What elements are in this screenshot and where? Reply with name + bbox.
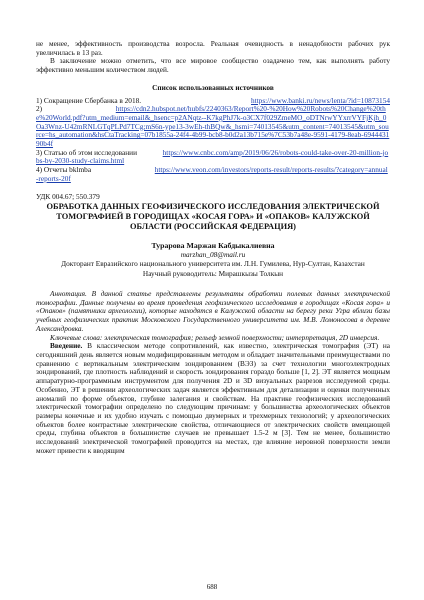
page-number: 688	[206, 583, 218, 591]
udc-code: УДК 004.67; 550.379	[36, 191, 100, 201]
supervisor: Научный руководитель: Мирашкызы Толкын	[142, 269, 284, 279]
author-email: marzhan_08@mail.ru	[180, 249, 246, 259]
reference-link-2[interactable]: https://cdn2.hubspot.net/hubfs/2240363/Report%20-%20How%20Robots%20Change%20the%20World.pdf?utm_medium=email&_hsenc=p2ANqtz--K7kgPhJ7k-o3CX7f029ZmeMO_oDTNrwYYxrrVYFjKjh_0Oa3Wnz-U42mRNLGTqPLPd7TCg;mS6n-ype13-3wEh-thBQw&_hsmi=74013545&utm_content=74013545&utm_source=hs_automation&hsCtaTracking=07b1855a-24f4-4b99-bcb8-b0d2a13b715e%7C53b7a48e-9591-4179-8eab-694443190b4f	[36, 104, 390, 149]
reference-text-1: 1) Сокращение Сбербанка в 2018.	[36, 95, 142, 105]
reference-link-4[interactable]: https://www.veon.com/investors/reports-result/reports-results/?category=annual-reports-20f	[36, 165, 388, 183]
article-title: ОБРАБОТКА ДАННЫХ ГЕОФИЗИЧЕСКОГО ИССЛЕДОВАНИЯ ЭЛЕКТРИЧЕСКОЙ ТОМОГРАФИЕЙ В ГОРОДИЩАХ «КОСАЯ ГОРА» И «ОПАКОВ» КАЛУЖСКОЙ ОБЛАСТИ (РОССИЙСКАЯ ФЕДЕРАЦИЯ)	[46, 202, 380, 232]
abstract-label: Аннотация.	[50, 289, 87, 299]
introduction-text: В классическом методе сопротивлений, как известно, электрическая томография (ЭТ) на сегодняшний день является новым модифицированным методом и обладает значительными преимуществами по сравнению с вертикальным электрическим зондированием (ВЭЗ) за счет технологии многоэлектродных зондирований, где плотность наблюдений и скорость зондирования гораздо больше [1, 2]. ЭТ является мощным аппаратурно-программным инструментом для получения 2D и 3D визуальных разрезов исследуемой среды. Особенно, ЭТ в решении археологических задач является эффективным для детализации и оценки полученных аномалий по форме объектов, глубине залегания и свойствам. На практике геофизических исследований электрической томографии определено по следующим причинам: у большинства археологических объектов размеры конечные и их удобно изучать с помощью двумерных и трехмерных технологий; у археологических объектов более контрастные электрические свойства, отличающиеся от электрических свойств вмещающей среды, глубина объектов в большинстве случаев не превышает 1.5-2 м [3]. Тем не менее, большинство исследований электрической томографией проводится на местах, где влияние неровной поверхности земли может привести к вводящим	[36, 341, 390, 455]
abstract	[36, 290, 390, 334]
introduction-paragraph	[36, 342, 390, 455]
reference-link-3[interactable]: https://www.cnbc.com/amp/2019/06/26/robots-could-take-over-20-million-jobs-by-2030-study-claims.html	[36, 147, 389, 166]
reference-text-2: 2)	[36, 104, 43, 114]
keywords-text: электрическая томография; рельеф земной поверхности; интерпретация, 2D инверсия.	[104, 332, 380, 342]
author-affiliation: Докторант Евразийского национального университета им. Л.Н. Гумилева, Нур-Султан, Казахстан	[61, 258, 365, 268]
reference-item-4	[36, 166, 390, 183]
author-name: Турарова Маржан Кабдыкалиевна	[151, 241, 275, 251]
abstract-text: В данной статье представлены результаты обработки полевых данных электрической томографии. Данные получены во время проведения геофизического исследования в городищах «Косая гора» и «Опаков» (памятники археологии), которые находятся в Калужской области на берегу реки Угра вблизи базы учебных геофизических практик Московского Государственного университета им. М.В. Ломоносова в деревне Александровка.	[36, 289, 391, 333]
reference-text-3: 3) Статью об этом исследовании	[36, 147, 137, 157]
references-title: Список использованных источников	[152, 82, 274, 92]
reference-item-2	[36, 105, 390, 149]
reference-text-4: 4) Отчеты bklmba	[36, 165, 92, 175]
introduction-label: Введение.	[50, 341, 83, 351]
reference-link-1[interactable]: https://www.banki.ru/news/lenta/?id=10873154	[250, 95, 390, 105]
reference-item-3	[36, 149, 390, 166]
intro-paragraph-2: В заключение можно отметить, что все мировое сообщество озадачено тем, как выполнять работу эффективно меньшим количеством людей.	[36, 56, 390, 75]
intro-paragraph-1: не менее, эффективность производства возросла. Реальная очевидность в ненадобности рабочих рук увеличилась в 13 раз.	[36, 39, 390, 57]
keywords-label: Ключевые слова:	[50, 332, 103, 342]
